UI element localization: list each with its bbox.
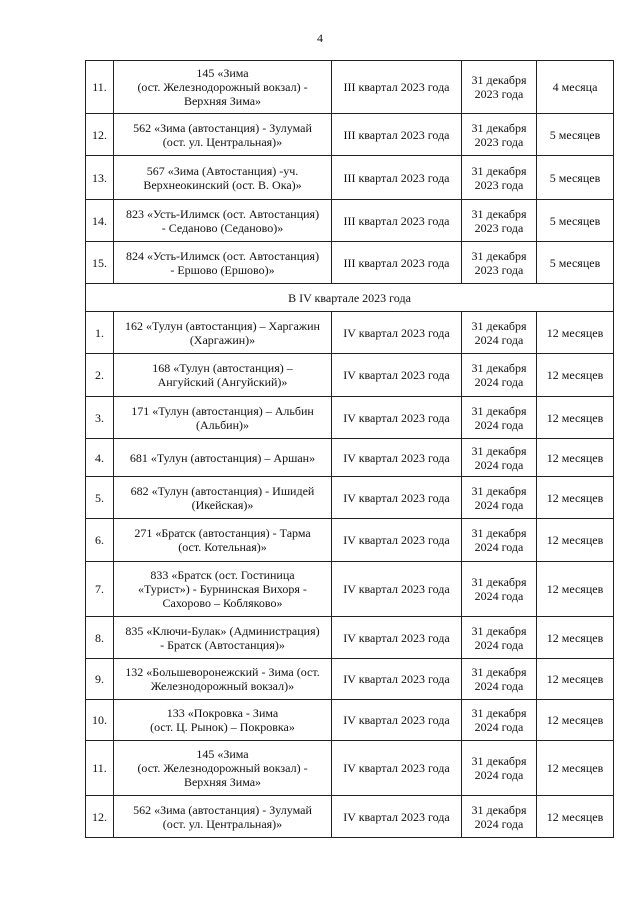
table-row xyxy=(86,741,614,796)
row-number: 6. xyxy=(86,519,114,562)
deadline-date: 31 декабря 2024 года xyxy=(462,519,537,562)
route-name: 168 «Тулун (автостанция) – Ангуйский (Ангуйский)» xyxy=(114,354,332,397)
row-number: 15. xyxy=(86,242,114,284)
quarter-cell: IV квартал 2023 года xyxy=(332,741,462,796)
route-name: 824 «Усть-Илимск (ост. Автостанция) - Ершово (Ершово)» xyxy=(114,242,332,284)
row-number: 8. xyxy=(86,617,114,659)
row-number: 14. xyxy=(86,200,114,242)
page-number: 4 xyxy=(317,31,323,45)
duration-term: 12 месяцев xyxy=(537,519,614,562)
route-name: 145 «Зима (ост. Железнодорожный вокзал) - Верхняя Зима» xyxy=(114,741,332,796)
deadline-date: 31 декабря 2023 года xyxy=(462,114,537,156)
deadline-date: 31 декабря 2024 года xyxy=(462,397,537,439)
table-row xyxy=(86,312,614,354)
table-row xyxy=(86,61,614,114)
duration-term: 12 месяцев xyxy=(537,354,614,397)
row-number: 11. xyxy=(86,741,114,796)
table-row xyxy=(86,242,614,284)
quarter-cell: III квартал 2023 года xyxy=(332,242,462,284)
table-row xyxy=(86,659,614,700)
duration-term: 5 месяцев xyxy=(537,242,614,284)
row-number: 7. xyxy=(86,562,114,617)
duration-term: 12 месяцев xyxy=(537,796,614,838)
deadline-date: 31 декабря 2023 года xyxy=(462,200,537,242)
quarter-cell: III квартал 2023 года xyxy=(332,61,462,114)
route-name: 823 «Усть-Илимск (ост. Автостанция) - Седаново (Седаново)» xyxy=(114,200,332,242)
route-name: 833 «Братск (ост. Гостиница «Турист») - Бурнинская Вихоря - Сахорово – Кобляково» xyxy=(114,562,332,617)
duration-term: 12 месяцев xyxy=(537,312,614,354)
route-name: 682 «Тулун (автостанция) - Ишидей (Икейская)» xyxy=(114,477,332,519)
quarter-cell: IV квартал 2023 года xyxy=(332,439,462,477)
duration-term: 12 месяцев xyxy=(537,700,614,741)
table-row xyxy=(86,519,614,562)
row-number: 1. xyxy=(86,312,114,354)
row-number: 12. xyxy=(86,796,114,838)
quarter-cell: III квартал 2023 года xyxy=(332,114,462,156)
table-row xyxy=(86,397,614,439)
row-number: 4. xyxy=(86,439,114,477)
duration-term: 12 месяцев xyxy=(537,741,614,796)
duration-term: 12 месяцев xyxy=(537,659,614,700)
route-name: 171 «Тулун (автостанция) – Альбин (Альбин)» xyxy=(114,397,332,439)
deadline-date: 31 декабря 2024 года xyxy=(462,354,537,397)
row-number: 10. xyxy=(86,700,114,741)
deadline-date: 31 декабря 2024 года xyxy=(462,700,537,741)
table-row xyxy=(86,617,614,659)
row-number: 11. xyxy=(86,61,114,114)
row-number: 9. xyxy=(86,659,114,700)
duration-term: 5 месяцев xyxy=(537,200,614,242)
row-number: 3. xyxy=(86,397,114,439)
table-row xyxy=(86,700,614,741)
route-name: 835 «Ключи-Булак» (Администрация) - Братск (Автостанция)» xyxy=(114,617,332,659)
deadline-date: 31 декабря 2024 года xyxy=(462,439,537,477)
table-row xyxy=(86,562,614,617)
duration-term: 12 месяцев xyxy=(537,439,614,477)
table-row xyxy=(86,796,614,838)
route-name: 133 «Покровка - Зима (ост. Ц. Рынок) – Покровка» xyxy=(114,700,332,741)
table-row xyxy=(86,114,614,156)
deadline-date: 31 декабря 2023 года xyxy=(462,156,537,200)
quarter-cell: III квартал 2023 года xyxy=(332,200,462,242)
duration-term: 5 месяцев xyxy=(537,156,614,200)
deadline-date: 31 декабря 2024 года xyxy=(462,617,537,659)
quarter-cell: IV квартал 2023 года xyxy=(332,617,462,659)
route-name: 132 «Большеворонежский - Зима (ост. Железнодорожный вокзал)» xyxy=(114,659,332,700)
deadline-date: 31 декабря 2024 года xyxy=(462,477,537,519)
duration-term: 12 месяцев xyxy=(537,562,614,617)
row-number: 5. xyxy=(86,477,114,519)
row-number: 12. xyxy=(86,114,114,156)
route-name: 681 «Тулун (автостанция) – Аршан» xyxy=(114,439,332,477)
route-name: 562 «Зима (автостанция) - Зулумай (ост. ул. Центральная)» xyxy=(114,114,332,156)
table-row xyxy=(86,439,614,477)
deadline-date: 31 декабря 2023 года xyxy=(462,61,537,114)
table-row xyxy=(86,200,614,242)
deadline-date: 31 декабря 2024 года xyxy=(462,562,537,617)
row-number: 2. xyxy=(86,354,114,397)
deadline-date: 31 декабря 2024 года xyxy=(462,741,537,796)
route-name: 145 «Зима (ост. Железнодорожный вокзал) - Верхняя Зима» xyxy=(114,61,332,114)
duration-term: 12 месяцев xyxy=(537,477,614,519)
table-row xyxy=(86,156,614,200)
table-row xyxy=(86,354,614,397)
row-number: 13. xyxy=(86,156,114,200)
table-row xyxy=(86,477,614,519)
deadline-date: 31 декабря 2024 года xyxy=(462,312,537,354)
section-header-row xyxy=(86,284,614,312)
route-name: 562 «Зима (автостанция) - Зулумай (ост. ул. Центральная)» xyxy=(114,796,332,838)
quarter-cell: IV квартал 2023 года xyxy=(332,796,462,838)
quarter-cell: IV квартал 2023 года xyxy=(332,354,462,397)
routes-schedule-table xyxy=(85,60,614,838)
deadline-date: 31 декабря 2024 года xyxy=(462,659,537,700)
duration-term: 4 месяца xyxy=(537,61,614,114)
quarter-cell: III квартал 2023 года xyxy=(332,156,462,200)
duration-term: 12 месяцев xyxy=(537,617,614,659)
schedule-body xyxy=(86,61,614,838)
route-name: 567 «Зима (Автостанция) -уч. Верхнеокинский (ост. В. Ока)» xyxy=(114,156,332,200)
route-name: 271 «Братск (автостанция) - Тарма (ост. Котельная)» xyxy=(114,519,332,562)
quarter-cell: IV квартал 2023 года xyxy=(332,659,462,700)
duration-term: 5 месяцев xyxy=(537,114,614,156)
quarter-cell: IV квартал 2023 года xyxy=(332,700,462,741)
quarter-cell: IV квартал 2023 года xyxy=(332,312,462,354)
quarter-cell: IV квартал 2023 года xyxy=(332,477,462,519)
quarter-cell: IV квартал 2023 года xyxy=(332,562,462,617)
deadline-date: 31 декабря 2024 года xyxy=(462,796,537,838)
quarter-cell: IV квартал 2023 года xyxy=(332,397,462,439)
deadline-date: 31 декабря 2023 года xyxy=(462,242,537,284)
quarter-cell: IV квартал 2023 года xyxy=(332,519,462,562)
route-name: 162 «Тулун (автостанция) – Харгажин (Харгажин)» xyxy=(114,312,332,354)
duration-term: 12 месяцев xyxy=(537,397,614,439)
section-title: В IV квартале 2023 года xyxy=(86,284,614,312)
